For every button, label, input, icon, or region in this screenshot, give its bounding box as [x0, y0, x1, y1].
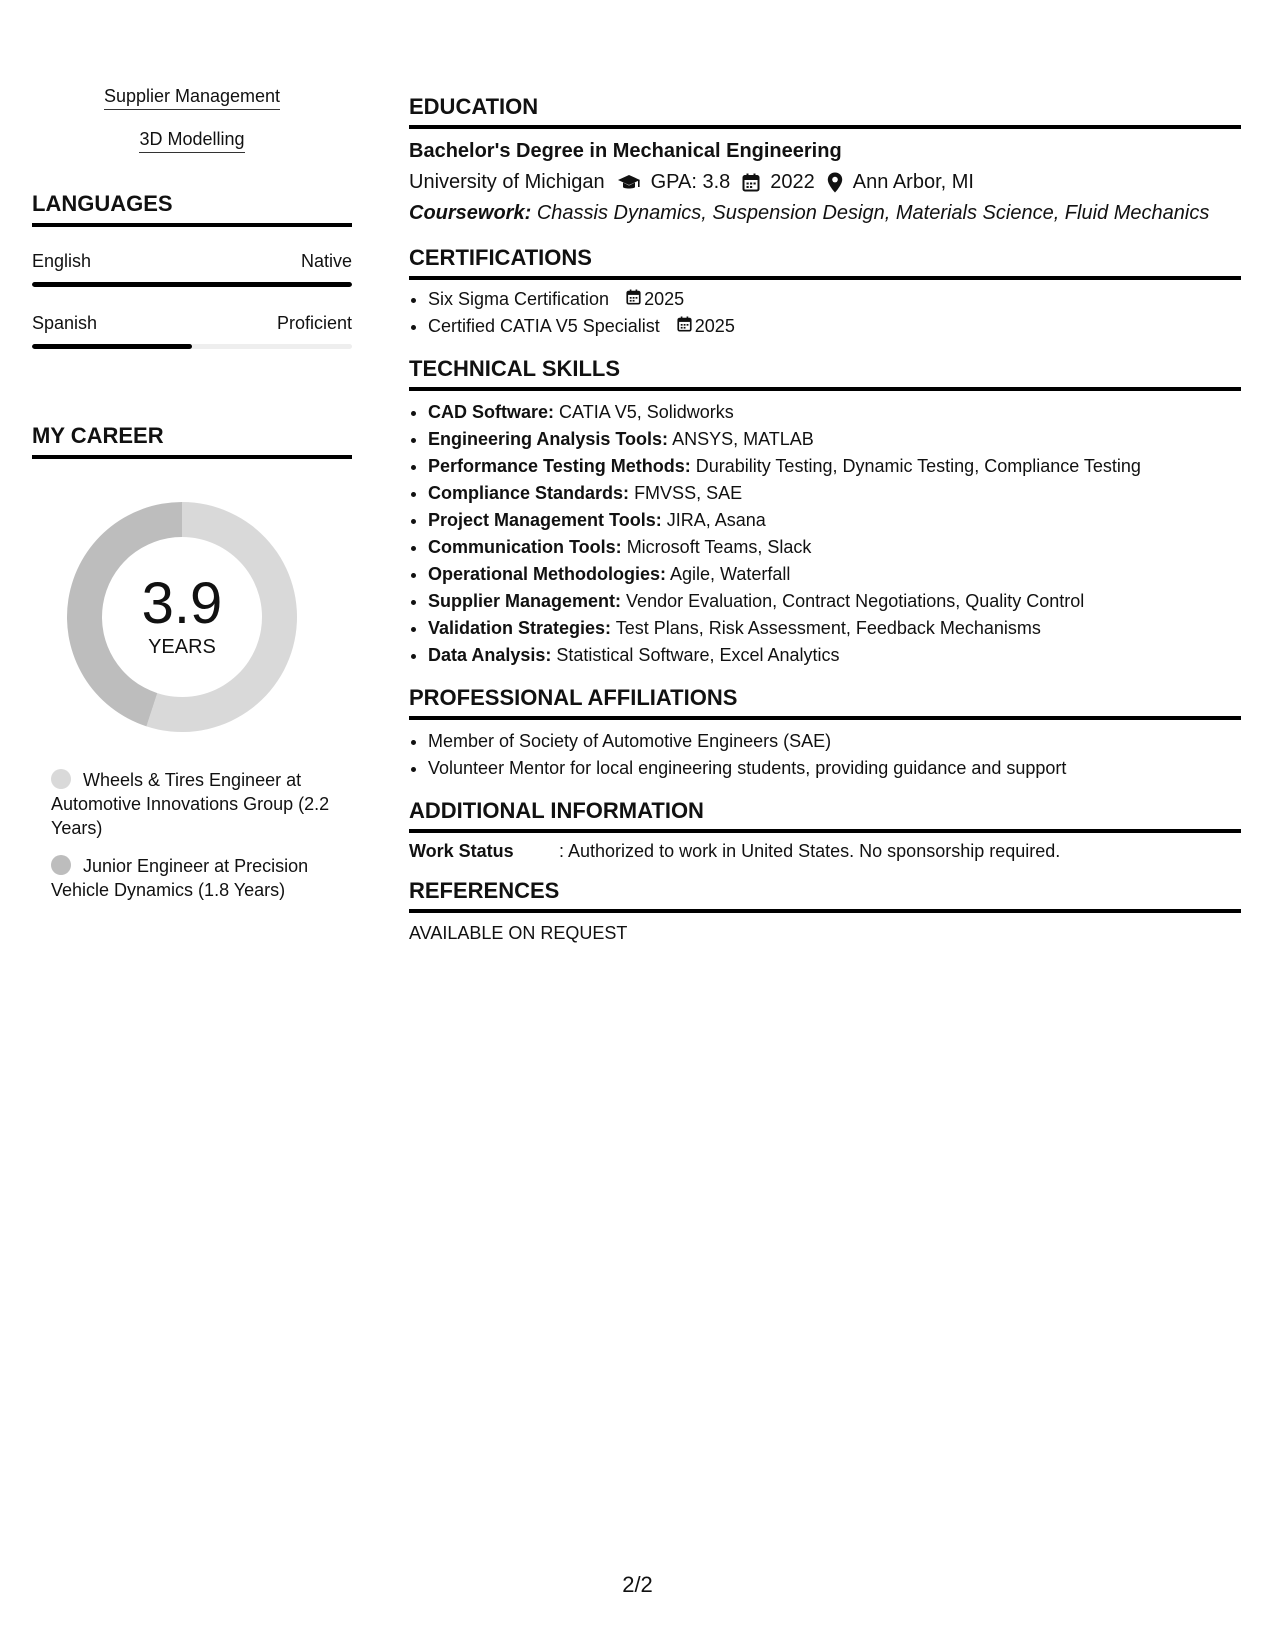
career-years-label: YEARS [148, 636, 216, 658]
career-legend-item: Wheels & Tires Engineer at Automotive Innovations Group (2.2 Years) [51, 770, 330, 838]
certifications-heading: CERTIFICATIONS [409, 245, 1241, 280]
language-bar [32, 344, 352, 349]
calendar-icon [677, 313, 695, 340]
education-section [409, 94, 1241, 225]
career-total-years: 3.9 [141, 571, 223, 636]
language-name: English [32, 251, 92, 271]
language-name: Spanish [32, 313, 98, 333]
skill-item: • Validation Strategies: Test Plans, Risk Assessment, Feedback Mechanisms [428, 615, 1241, 642]
graduation-cap-icon [617, 174, 641, 192]
certifications-section [409, 245, 1241, 340]
calendar-icon [742, 173, 760, 192]
school-name: University of Michigan [409, 171, 605, 193]
skill-tag: Supplier Management [32, 86, 352, 110]
coursework-label: Coursework: [409, 202, 532, 224]
certification-year: 2025 [644, 289, 685, 309]
affiliations-heading: PROFESSIONAL AFFILIATIONS [409, 685, 1241, 720]
affiliation-item: • Volunteer Mentor for local engineering students, providing guidance and support [428, 755, 1241, 782]
education-heading: EDUCATION [409, 94, 1241, 129]
skill-tag: 3D Modelling [32, 129, 352, 153]
sidebar [32, 86, 352, 916]
additional-info-section [409, 798, 1241, 862]
language-level: Proficient [276, 313, 352, 333]
languages-heading: LANGUAGES [32, 191, 352, 227]
language-bar [32, 282, 352, 287]
career-legend [32, 768, 352, 902]
skill-item: • Performance Testing Methods: Durability Testing, Dynamic Testing, Compliance Testing [428, 453, 1241, 480]
skill-item: • Project Management Tools: JIRA, Asana [428, 507, 1241, 534]
graduation-year: 2022 [770, 171, 815, 193]
education-meta [409, 171, 1241, 194]
career-section [32, 423, 352, 902]
location-pin-icon [827, 172, 843, 193]
page-number: 2/2 [622, 1572, 653, 1597]
legend-dot-icon [51, 855, 71, 875]
coursework-list: Chassis Dynamics, Suspension Design, Materials Science, Fluid Mechanics [536, 202, 1210, 224]
certifications-list [409, 286, 1241, 340]
affiliations-list [409, 728, 1241, 782]
skill-item: • Compliance Standards: FMVSS, SAE [428, 480, 1241, 507]
language-level: Native [300, 251, 352, 271]
degree-title: Bachelor's Degree in Mechanical Engineering [409, 140, 842, 162]
skill-item: • Operational Methodologies: Agile, Waterfall [428, 561, 1241, 588]
legend-dot-icon [51, 769, 71, 789]
coursework [409, 202, 1241, 225]
references-section [409, 878, 1241, 944]
affiliation-item: • Member of Society of Automotive Engineers (SAE) [428, 728, 1241, 755]
languages-section [32, 191, 352, 349]
career-donut [67, 502, 297, 732]
references-text: AVAILABLE ON REQUEST [409, 923, 628, 943]
certification-item: • Six Sigma Certification 2025 [428, 286, 1241, 313]
technical-skills-list [409, 399, 1241, 669]
language-bar-fill [32, 282, 352, 287]
skill-item: • Supplier Management: Vendor Evaluation, Contract Negotiations, Quality Control [428, 588, 1241, 615]
affiliations-section [409, 685, 1241, 782]
technical-skills-heading: TECHNICAL SKILLS [409, 356, 1241, 391]
work-status-row [409, 841, 1241, 862]
certification-year: 2025 [694, 316, 735, 336]
skill-item: • Data Analysis: Statistical Software, Excel Analytics [428, 642, 1241, 669]
school-location: Ann Arbor, MI [852, 171, 974, 193]
career-legend-item: Junior Engineer at Precision Vehicle Dynamics (1.8 Years) [51, 856, 309, 900]
references-heading: REFERENCES [409, 878, 1241, 913]
certification-item: • Certified CATIA V5 Specialist 2025 [428, 313, 1241, 340]
gpa: GPA: 3.8 [650, 171, 731, 193]
technical-skills-section [409, 356, 1241, 669]
skill-item: • Communication Tools: Microsoft Teams, Slack [428, 534, 1241, 561]
main-content [409, 94, 1241, 960]
work-status-label: Work Status [409, 841, 514, 861]
skill-item: • Engineering Analysis Tools: ANSYS, MATLAB [428, 426, 1241, 453]
calendar-icon [626, 286, 644, 313]
work-status-value: : Authorized to work in United States. No sponsorship required. [559, 841, 1061, 861]
language-item [32, 313, 352, 349]
skill-item: • CAD Software: CATIA V5, Solidworks [428, 399, 1241, 426]
language-item [32, 251, 352, 287]
additional-info-heading: ADDITIONAL INFORMATION [409, 798, 1241, 833]
language-bar-fill [32, 344, 192, 349]
career-heading: MY CAREER [32, 423, 352, 459]
